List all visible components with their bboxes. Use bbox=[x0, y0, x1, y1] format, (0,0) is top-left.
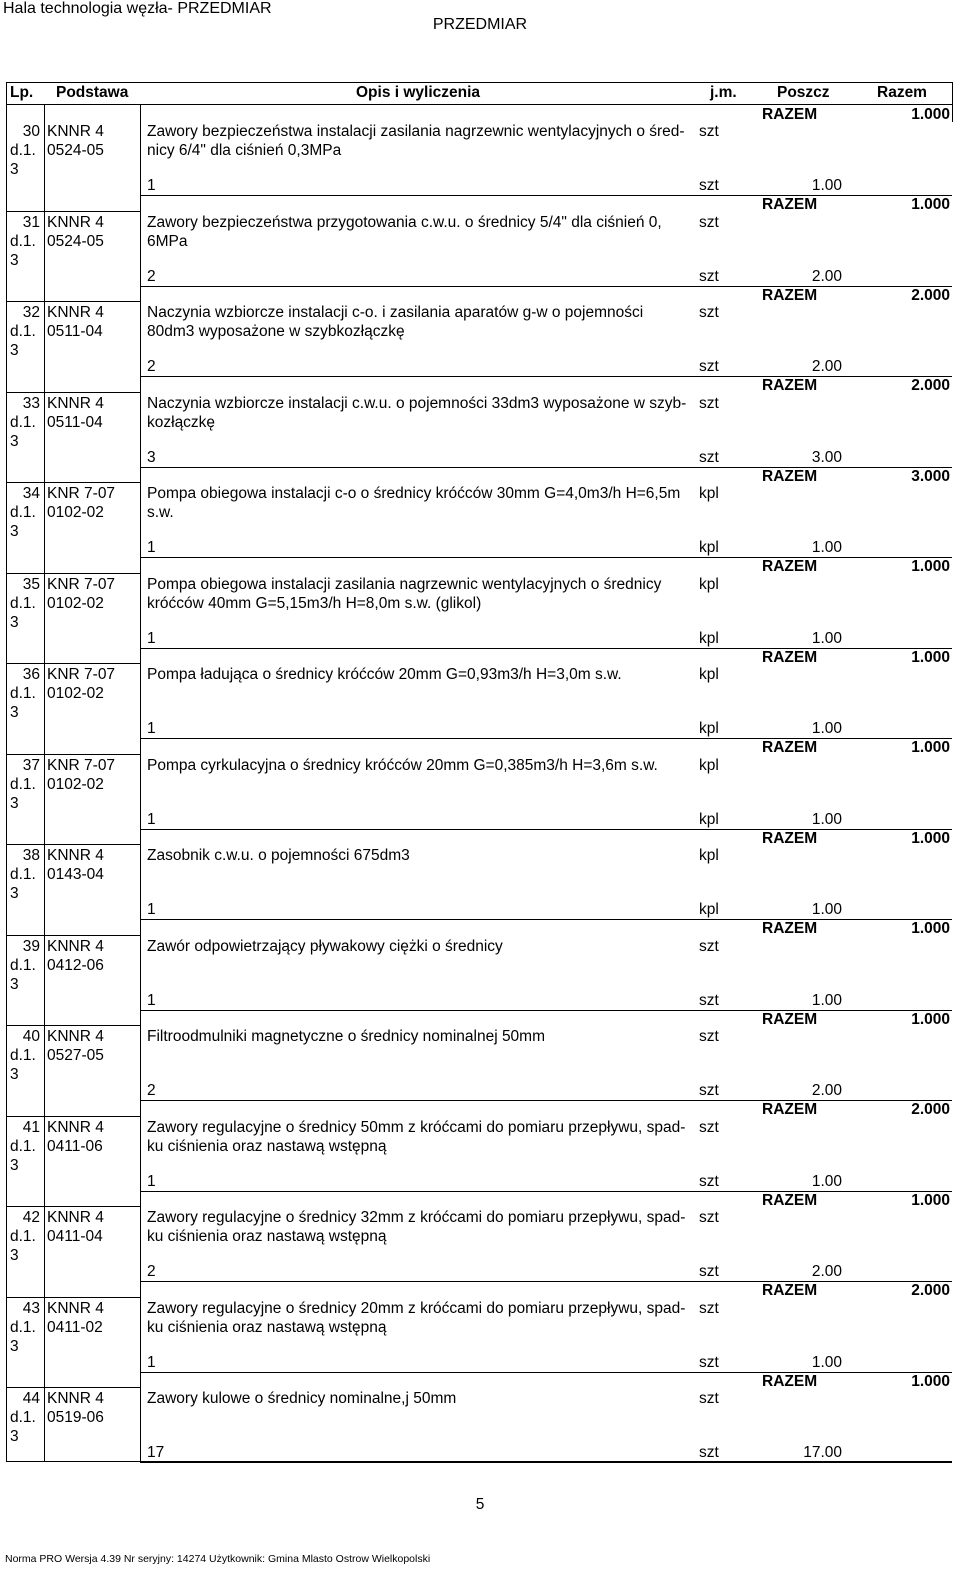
row-calc-expression: 1 bbox=[147, 811, 156, 828]
row-poszcz-value: 17.00 bbox=[803, 1444, 842, 1461]
row-lp-sub2: 3 bbox=[10, 1247, 19, 1264]
row-unit: szt bbox=[699, 214, 719, 231]
row-unit: szt bbox=[699, 123, 719, 140]
row-code-detail: 0102-02 bbox=[47, 776, 104, 793]
row-separator bbox=[6, 1025, 140, 1026]
table-header-border bbox=[6, 104, 952, 105]
row-lp: 38 bbox=[22, 847, 40, 864]
row-lp: 34 bbox=[22, 485, 40, 502]
row-description: Zawór odpowietrzający pływakowy ciężki o średnicy bbox=[147, 938, 503, 955]
row-razem-label: RAZEM bbox=[762, 830, 818, 847]
row-description: Zawory bezpieczeństwa instalacji zasilania nagrzewnic wentylacyjnych o śred- nicy 6/4" dla ciśnień 0,3MPa bbox=[147, 123, 685, 159]
row-calc-separator bbox=[140, 1100, 952, 1101]
row-code: KNNR 4 bbox=[47, 1028, 104, 1045]
row-poszcz-value: 2.00 bbox=[811, 1263, 842, 1280]
row-poszcz-value: 1.00 bbox=[811, 992, 842, 1009]
row-lp-sub: d.1. bbox=[10, 142, 36, 159]
row-razem-label: RAZEM bbox=[762, 649, 818, 666]
row-unit: kpl bbox=[699, 485, 719, 502]
row-separator bbox=[6, 844, 140, 845]
row-unit: kpl bbox=[699, 666, 719, 683]
row-lp: 39 bbox=[22, 938, 40, 955]
row-lp: 32 bbox=[22, 304, 40, 321]
table-right-border bbox=[952, 82, 953, 122]
row-calc-separator bbox=[140, 467, 952, 468]
row-calc-separator bbox=[140, 648, 952, 649]
row-calc-separator bbox=[140, 1372, 952, 1373]
row-code: KNNR 4 bbox=[47, 938, 104, 955]
row-razem-label: RAZEM bbox=[762, 558, 818, 575]
row-calc-unit: kpl bbox=[699, 720, 719, 737]
row-separator bbox=[6, 1387, 140, 1388]
row-lp-sub2: 3 bbox=[10, 523, 19, 540]
row-lp-sub2: 3 bbox=[10, 342, 19, 359]
row-lp: 35 bbox=[22, 576, 40, 593]
col-header-poszcz: Poszcz bbox=[777, 84, 830, 101]
row-code: KNNR 4 bbox=[47, 847, 104, 864]
row-calc-separator bbox=[140, 829, 952, 830]
row-description: Naczynia wzbiorcze instalacji c-o. i zasilania aparatów g-w o pojemności 80dm3 wyposażone w szybkozłączkę bbox=[147, 304, 644, 340]
page-number: 5 bbox=[475, 1496, 485, 1513]
row-calc-separator bbox=[140, 919, 952, 920]
row-razem-label: RAZEM bbox=[762, 196, 818, 213]
row-poszcz-value: 2.00 bbox=[811, 1082, 842, 1099]
row-separator bbox=[6, 754, 140, 755]
row-poszcz-value: 1.00 bbox=[811, 177, 842, 194]
row-poszcz-value: 1.00 bbox=[811, 1354, 842, 1371]
col-header-razem: Razem bbox=[877, 84, 927, 101]
row-calc-expression: 1 bbox=[147, 901, 156, 918]
row-code-detail: 0511-04 bbox=[47, 414, 103, 431]
row-lp-sub2: 3 bbox=[10, 1428, 19, 1445]
row-unit: szt bbox=[699, 938, 719, 955]
row-lp-sub: d.1. bbox=[10, 595, 36, 612]
row-code-detail: 0511-04 bbox=[47, 323, 103, 340]
row-razem-value: 1.000 bbox=[911, 558, 950, 575]
row-poszcz-value: 1.00 bbox=[811, 811, 842, 828]
row-separator bbox=[6, 211, 140, 212]
row-calc-separator bbox=[140, 376, 952, 377]
row-razem-label: RAZEM bbox=[762, 1282, 818, 1299]
row-calc-expression: 2 bbox=[147, 1082, 156, 1099]
row-code-detail: 0524-05 bbox=[47, 142, 104, 159]
row-poszcz-value: 2.00 bbox=[811, 358, 842, 375]
row-calc-unit: szt bbox=[699, 1263, 719, 1280]
row-razem-value: 1.000 bbox=[911, 1373, 950, 1390]
row-razem-value: 2.000 bbox=[911, 377, 950, 394]
row-code-detail: 0527-05 bbox=[47, 1047, 104, 1064]
row-calc-expression: 2 bbox=[147, 358, 156, 375]
row-calc-unit: kpl bbox=[699, 901, 719, 918]
top-razem-label: RAZEM bbox=[762, 106, 818, 123]
row-lp-sub2: 3 bbox=[10, 1157, 19, 1174]
row-lp-sub: d.1. bbox=[10, 776, 36, 793]
row-separator bbox=[6, 1297, 140, 1298]
col-header-lp: Lp. bbox=[10, 84, 34, 101]
row-lp-sub: d.1. bbox=[10, 866, 36, 883]
row-calc-unit: szt bbox=[699, 1354, 719, 1371]
row-lp: 43 bbox=[22, 1300, 40, 1317]
row-razem-value: 3.000 bbox=[911, 468, 950, 485]
row-unit: kpl bbox=[699, 757, 719, 774]
row-razem-label: RAZEM bbox=[762, 287, 818, 304]
row-description: Pompa ładująca o średnicy króćców 20mm G=0,93m3/h H=3,0m s.w. bbox=[147, 666, 622, 683]
col-divider-lp bbox=[44, 104, 45, 1461]
row-unit: szt bbox=[699, 1209, 719, 1226]
row-poszcz-value: 1.00 bbox=[811, 539, 842, 556]
row-lp: 44 bbox=[22, 1390, 40, 1407]
row-lp-sub: d.1. bbox=[10, 323, 36, 340]
row-calc-unit: szt bbox=[699, 177, 719, 194]
row-lp-sub2: 3 bbox=[10, 252, 19, 269]
row-separator bbox=[6, 1116, 140, 1117]
row-calc-expression: 2 bbox=[147, 1263, 156, 1280]
row-code: KNR 7-07 bbox=[47, 485, 116, 502]
row-description: Zawory kulowe o średnicy nominalne,j 50mm bbox=[147, 1390, 457, 1407]
row-razem-value: 1.000 bbox=[911, 196, 950, 213]
row-razem-label: RAZEM bbox=[762, 1373, 818, 1390]
row-razem-value: 1.000 bbox=[911, 830, 950, 847]
row-description: Pompa cyrkulacyjna o średnicy króćców 20mm G=0,385m3/h H=3,6m s.w. bbox=[147, 757, 658, 774]
row-unit: szt bbox=[699, 1119, 719, 1136]
row-unit: szt bbox=[699, 304, 719, 321]
row-lp-sub: d.1. bbox=[10, 957, 36, 974]
row-unit: szt bbox=[699, 1300, 719, 1317]
row-code: KNR 7-07 bbox=[47, 576, 116, 593]
row-calc-unit: szt bbox=[699, 1082, 719, 1099]
row-lp-sub: d.1. bbox=[10, 504, 36, 521]
row-lp: 36 bbox=[22, 666, 40, 683]
row-razem-value: 2.000 bbox=[911, 1101, 950, 1118]
row-razem-value: 2.000 bbox=[911, 287, 950, 304]
row-lp-sub2: 3 bbox=[10, 1338, 19, 1355]
row-unit: szt bbox=[699, 1028, 719, 1045]
row-poszcz-value: 2.00 bbox=[811, 268, 842, 285]
row-lp-sub2: 3 bbox=[10, 704, 19, 721]
row-description: Naczynia wzbiorcze instalacji c.w.u. o pojemności 33dm3 wyposażone w szyb- kozłączkę bbox=[147, 395, 687, 431]
row-lp-sub2: 3 bbox=[10, 885, 19, 902]
row-calc-expression: 1 bbox=[147, 720, 156, 737]
row-calc-separator bbox=[140, 1281, 952, 1282]
row-calc-unit: szt bbox=[699, 992, 719, 1009]
row-lp-sub: d.1. bbox=[10, 1047, 36, 1064]
col-header-jm: j.m. bbox=[710, 84, 737, 101]
row-separator bbox=[6, 301, 140, 302]
row-poszcz-value: 1.00 bbox=[811, 901, 842, 918]
row-lp-sub2: 3 bbox=[10, 161, 19, 178]
row-razem-value: 2.000 bbox=[911, 1282, 950, 1299]
row-calc-expression: 17 bbox=[147, 1444, 165, 1461]
row-calc-expression: 1 bbox=[147, 630, 156, 647]
row-separator bbox=[6, 1206, 140, 1207]
row-description: Pompa obiegowa instalacji zasilania nagrzewnic wentylacyjnych o średnicy króćców 40mm G=5,15m3/h H=8,0m s.w. (glikol) bbox=[147, 576, 662, 612]
row-unit: szt bbox=[699, 1390, 719, 1407]
row-poszcz-value: 3.00 bbox=[811, 449, 842, 466]
row-code: KNR 7-07 bbox=[47, 757, 116, 774]
row-razem-label: RAZEM bbox=[762, 1011, 818, 1028]
table-top-border bbox=[6, 82, 952, 83]
row-code: KNNR 4 bbox=[47, 123, 104, 140]
document-title: Hala technologia węzła- PRZEDMIAR bbox=[3, 0, 272, 17]
row-lp-sub2: 3 bbox=[10, 614, 19, 631]
row-lp-sub: d.1. bbox=[10, 1138, 36, 1155]
footer-license: Norma PRO Wersja 4.39 Nr seryjny: 14274 Użytkownik: Gmina Mlasto Ostrow Wielkopolski bbox=[5, 1553, 431, 1565]
row-code-detail: 0143-04 bbox=[47, 866, 104, 883]
row-separator bbox=[6, 392, 140, 393]
row-razem-value: 1.000 bbox=[911, 1192, 950, 1209]
row-lp-sub: d.1. bbox=[10, 1228, 36, 1245]
row-code: KNNR 4 bbox=[47, 1119, 104, 1136]
table-bottom-border bbox=[6, 1461, 952, 1462]
row-razem-value: 1.000 bbox=[911, 649, 950, 666]
row-code-detail: 0411-02 bbox=[47, 1319, 103, 1336]
row-code: KNNR 4 bbox=[47, 1300, 104, 1317]
row-calc-separator bbox=[140, 1191, 952, 1192]
row-lp: 37 bbox=[22, 757, 40, 774]
row-calc-unit: szt bbox=[699, 268, 719, 285]
row-razem-value: 1.000 bbox=[911, 920, 950, 937]
row-description: Zawory regulacyjne o średnicy 50mm z króćcami do pomiaru przepływu, spad- ku ciśnienia oraz nastawą wstępną bbox=[147, 1119, 686, 1155]
row-lp: 40 bbox=[22, 1028, 40, 1045]
row-razem-value: 1.000 bbox=[911, 1011, 950, 1028]
row-code-detail: 0524-05 bbox=[47, 233, 104, 250]
row-code: KNNR 4 bbox=[47, 1390, 104, 1407]
row-description: Zasobnik c.w.u. o pojemności 675dm3 bbox=[147, 847, 410, 864]
row-lp-sub2: 3 bbox=[10, 795, 19, 812]
row-separator bbox=[6, 482, 140, 483]
row-code-detail: 0102-02 bbox=[47, 504, 104, 521]
row-calc-expression: 1 bbox=[147, 539, 156, 556]
row-code: KNNR 4 bbox=[47, 304, 104, 321]
row-calc-unit: szt bbox=[699, 358, 719, 375]
row-calc-expression: 1 bbox=[147, 992, 156, 1009]
row-code: KNR 7-07 bbox=[47, 666, 116, 683]
row-separator bbox=[6, 935, 140, 936]
row-calc-unit: szt bbox=[699, 449, 719, 466]
row-code-detail: 0102-02 bbox=[47, 595, 104, 612]
row-description: Zawory regulacyjne o średnicy 32mm z króćcami do pomiaru przepływu, spad- ku ciśnienia oraz nastawą wstępną bbox=[147, 1209, 686, 1245]
row-unit: szt bbox=[699, 395, 719, 412]
row-calc-separator bbox=[140, 1010, 952, 1011]
row-razem-label: RAZEM bbox=[762, 1101, 818, 1118]
row-unit: kpl bbox=[699, 576, 719, 593]
document-subtitle: PRZEDMIAR bbox=[432, 16, 528, 33]
row-code-detail: 0412-06 bbox=[47, 957, 104, 974]
row-calc-expression: 1 bbox=[147, 1354, 156, 1371]
row-calc-unit: kpl bbox=[699, 811, 719, 828]
row-lp-sub: d.1. bbox=[10, 414, 36, 431]
row-code: KNNR 4 bbox=[47, 395, 104, 412]
row-lp-sub: d.1. bbox=[10, 1319, 36, 1336]
row-calc-separator bbox=[140, 195, 952, 196]
row-code-detail: 0519-06 bbox=[47, 1409, 104, 1426]
row-lp-sub2: 3 bbox=[10, 433, 19, 450]
row-code-detail: 0411-06 bbox=[47, 1138, 103, 1155]
row-code-detail: 0102-02 bbox=[47, 685, 104, 702]
row-lp: 30 bbox=[22, 123, 40, 140]
row-lp: 31 bbox=[22, 214, 40, 231]
row-calc-separator bbox=[140, 286, 952, 287]
row-calc-unit: szt bbox=[699, 1444, 719, 1461]
row-code: KNNR 4 bbox=[47, 1209, 104, 1226]
row-calc-unit: kpl bbox=[699, 539, 719, 556]
row-razem-label: RAZEM bbox=[762, 739, 818, 756]
row-calc-separator bbox=[140, 557, 952, 558]
row-razem-label: RAZEM bbox=[762, 920, 818, 937]
row-lp: 42 bbox=[22, 1209, 40, 1226]
row-calc-expression: 1 bbox=[147, 177, 156, 194]
row-calc-separator bbox=[140, 738, 952, 739]
row-description: Zawory regulacyjne o średnicy 20mm z króćcami do pomiaru przepływu, spad- ku ciśnienia oraz nastawą wstępną bbox=[147, 1300, 686, 1336]
row-lp-sub: d.1. bbox=[10, 685, 36, 702]
row-description: Zawory bezpieczeństwa przygotowania c.w.u. o średnicy 5/4" dla ciśnień 0, 6MPa bbox=[147, 214, 662, 250]
table-left-border bbox=[6, 82, 7, 1461]
row-poszcz-value: 1.00 bbox=[811, 630, 842, 647]
row-razem-value: 1.000 bbox=[911, 739, 950, 756]
row-lp-sub: d.1. bbox=[10, 233, 36, 250]
row-code-detail: 0411-04 bbox=[47, 1228, 103, 1245]
row-razem-label: RAZEM bbox=[762, 1192, 818, 1209]
row-lp: 41 bbox=[22, 1119, 40, 1136]
col-header-opis: Opis i wyliczenia bbox=[356, 84, 481, 101]
row-lp: 33 bbox=[22, 395, 40, 412]
row-lp-sub2: 3 bbox=[10, 976, 19, 993]
row-unit: kpl bbox=[699, 847, 719, 864]
row-description: Pompa obiegowa instalacji c-o o średnicy króćców 30mm G=4,0m3/h H=6,5m s.w. bbox=[147, 485, 681, 521]
top-razem-value: 1.000 bbox=[911, 106, 950, 123]
col-divider-podstawa bbox=[140, 104, 141, 1461]
row-calc-expression: 1 bbox=[147, 1173, 156, 1190]
row-description: Filtroodmulniki magnetyczne o średnicy nominalnej 50mm bbox=[147, 1028, 546, 1045]
row-lp-sub: d.1. bbox=[10, 1409, 36, 1426]
row-calc-expression: 3 bbox=[147, 449, 156, 466]
row-poszcz-value: 1.00 bbox=[811, 1173, 842, 1190]
row-calc-unit: kpl bbox=[699, 630, 719, 647]
row-calc-separator bbox=[140, 1462, 952, 1463]
row-separator bbox=[6, 663, 140, 664]
row-separator bbox=[6, 573, 140, 574]
row-calc-unit: szt bbox=[699, 1173, 719, 1190]
row-razem-label: RAZEM bbox=[762, 468, 818, 485]
row-code: KNNR 4 bbox=[47, 214, 104, 231]
row-lp-sub2: 3 bbox=[10, 1066, 19, 1083]
col-header-podstawa: Podstawa bbox=[56, 84, 129, 101]
row-razem-label: RAZEM bbox=[762, 377, 818, 394]
row-calc-expression: 2 bbox=[147, 268, 156, 285]
row-poszcz-value: 1.00 bbox=[811, 720, 842, 737]
